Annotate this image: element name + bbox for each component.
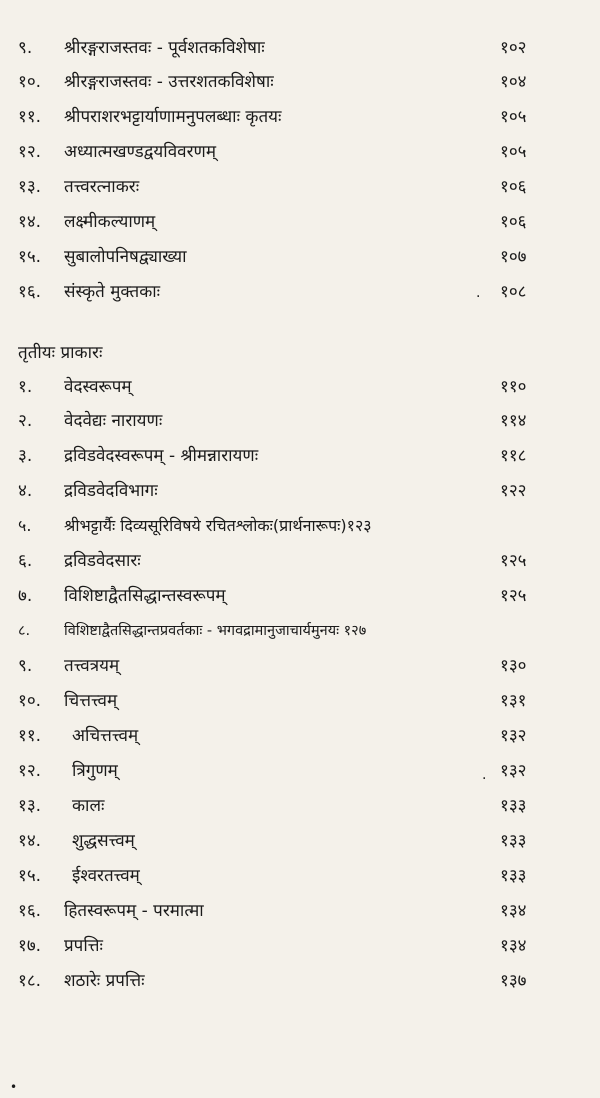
entry-number: १२.	[18, 142, 42, 162]
entry-number: १०.	[18, 72, 42, 92]
entry-title: श्रीपराशरभट्टार्याणामनुपलब्धाः कृतयः	[64, 107, 282, 127]
entry-number: १८.	[18, 971, 42, 991]
entry-title: त्रिगुणम्	[72, 761, 118, 781]
toc-entry	[18, 896, 592, 926]
entry-title: लक्ष्मीकल्याणम्	[64, 212, 156, 232]
entry-page: १२७	[343, 623, 367, 639]
entry-title: वेदस्वरूपम्	[64, 377, 132, 397]
toc-entry	[18, 137, 592, 167]
toc-entry	[18, 67, 592, 97]
entry-number: ३.	[18, 446, 33, 466]
toc-entry	[18, 826, 592, 856]
entry-page: १०५	[500, 142, 527, 162]
entry-number: १३.	[18, 177, 42, 197]
entry-title-wrap	[64, 511, 372, 541]
toc-entry	[18, 207, 592, 237]
toc-entry	[18, 33, 592, 63]
entry-page: १३४	[500, 901, 527, 921]
entry-number: ११.	[18, 107, 42, 127]
entry-number: १७.	[18, 936, 42, 956]
toc-entry	[18, 931, 592, 961]
entry-title: तत्त्वत्रयम्	[64, 656, 120, 676]
entry-number: ८.	[18, 623, 31, 639]
entry-number: १४.	[18, 212, 42, 232]
entry-title: विशिष्टाद्वैतसिद्धान्तस्वरूपम्	[64, 586, 226, 606]
entry-page: १२५	[500, 551, 527, 571]
toc-entry	[18, 861, 592, 891]
entry-page: १३४	[500, 936, 527, 956]
entry-number: १३.	[18, 796, 42, 816]
entry-page: १३०	[500, 656, 527, 676]
entry-number: १५.	[18, 247, 42, 267]
toc-entry	[18, 686, 592, 716]
entry-title: सुबालोपनिषद्व्याख्या	[64, 247, 187, 267]
stray-dot: ·	[476, 289, 481, 305]
entry-page: १०५	[500, 107, 527, 127]
toc-entry	[18, 511, 592, 541]
entry-page: १३३	[500, 866, 527, 886]
entry-title: वेदवेद्यः नारायणः	[64, 411, 163, 431]
entry-title: श्रीरङ्गराजस्तवः - उत्तरशतकविशेषाः	[64, 72, 274, 92]
toc-entry	[18, 102, 592, 132]
entry-number: १०.	[18, 691, 42, 711]
entry-title: संस्कृते मुक्तकाः	[64, 282, 161, 302]
entry-title: विशिष्टाद्वैतसिद्धान्तप्रवर्तकाः - भगवद्रामानुजाचार्यमुनयः	[64, 623, 340, 639]
entry-number: ४.	[18, 481, 33, 501]
entry-title: शुद्धसत्त्वम्	[72, 831, 135, 851]
entry-title: द्रविडवेदस्वरूपम् - श्रीमन्नारायणः	[64, 446, 259, 466]
toc-entry	[18, 651, 592, 681]
entry-number: १६.	[18, 282, 42, 302]
entry-page: १०६	[500, 177, 527, 197]
entry-page: १३२	[500, 726, 527, 746]
entry-number: ६.	[18, 551, 33, 571]
entry-page: १३३	[500, 831, 527, 851]
entry-title: अचित्तत्त्वम्	[72, 726, 139, 746]
entry-title: द्रविडवेदविभागः	[64, 481, 158, 501]
toc-entry	[18, 372, 592, 402]
entry-number: १४.	[18, 831, 42, 851]
entry-number: १२.	[18, 761, 42, 781]
entry-page: १३३	[500, 796, 527, 816]
entry-page: १०७	[500, 247, 527, 267]
entry-title: प्रपत्तिः	[64, 936, 103, 956]
entry-page: ११०	[500, 377, 527, 397]
entry-number: १५.	[18, 866, 42, 886]
entry-title: चित्तत्त्वम्	[64, 691, 118, 711]
entry-title: द्रविडवेदसारः	[64, 551, 141, 571]
entry-page: १०६	[500, 212, 527, 232]
entry-page: १०२	[500, 38, 527, 58]
toc-entry	[18, 406, 592, 436]
entry-number: ११.	[18, 726, 42, 746]
entry-title: हितस्वरूपम् - परमात्मा	[64, 901, 204, 921]
entry-number: १.	[18, 377, 33, 397]
entry-page: ११४	[500, 411, 527, 431]
stray-dot: ·	[482, 771, 487, 787]
entry-title: श्रीभट्टार्यैः दिव्यसूरिविषये रचितश्लोकः(प्रार्थनारूपः)	[64, 516, 347, 535]
toc-entry	[18, 966, 592, 996]
entry-number: ५.	[18, 516, 32, 535]
entry-page: १०८	[500, 282, 527, 302]
entry-page: १३२	[500, 761, 527, 781]
toc-entry	[18, 546, 592, 576]
stray-dot: •	[10, 1080, 18, 1094]
entry-number: ७.	[18, 586, 33, 606]
entry-title: तत्त्वरत्नाकरः	[64, 177, 140, 197]
entry-page: १३१	[500, 691, 527, 711]
entry-page: १०४	[500, 72, 527, 92]
entry-title: श्रीरङ्गराजस्तवः - पूर्वशतकविशेषाः	[64, 38, 265, 58]
entry-title: शठारेः प्रपत्तिः	[64, 971, 145, 991]
toc-entry	[18, 616, 592, 646]
toc-entry	[18, 791, 592, 821]
entry-page: १२३	[346, 516, 372, 535]
entry-number: १६.	[18, 901, 42, 921]
entry-number: ९.	[18, 656, 33, 676]
toc-entry	[18, 441, 592, 471]
toc-entry	[18, 721, 592, 751]
entry-number: ९.	[18, 38, 33, 58]
toc-entry	[18, 242, 592, 272]
toc-entry	[18, 581, 592, 611]
section-heading: तृतीयः प्राकारः	[18, 343, 103, 363]
toc-entry	[18, 277, 592, 307]
entry-title: अध्यात्मखण्डद्वयविवरणम्	[64, 142, 217, 162]
entry-title: ईश्वरतत्त्वम्	[72, 866, 140, 886]
entry-page: ११८	[500, 446, 527, 466]
toc-entry	[18, 172, 592, 202]
toc-entry	[18, 476, 592, 506]
toc-entry	[18, 756, 592, 786]
entry-title: कालः	[72, 796, 105, 816]
entry-page: १२५	[500, 586, 527, 606]
entry-title-wrap	[64, 616, 366, 646]
entry-number: २.	[18, 411, 33, 431]
entry-page: १२२	[500, 481, 527, 501]
entry-page: १३७	[500, 971, 527, 991]
